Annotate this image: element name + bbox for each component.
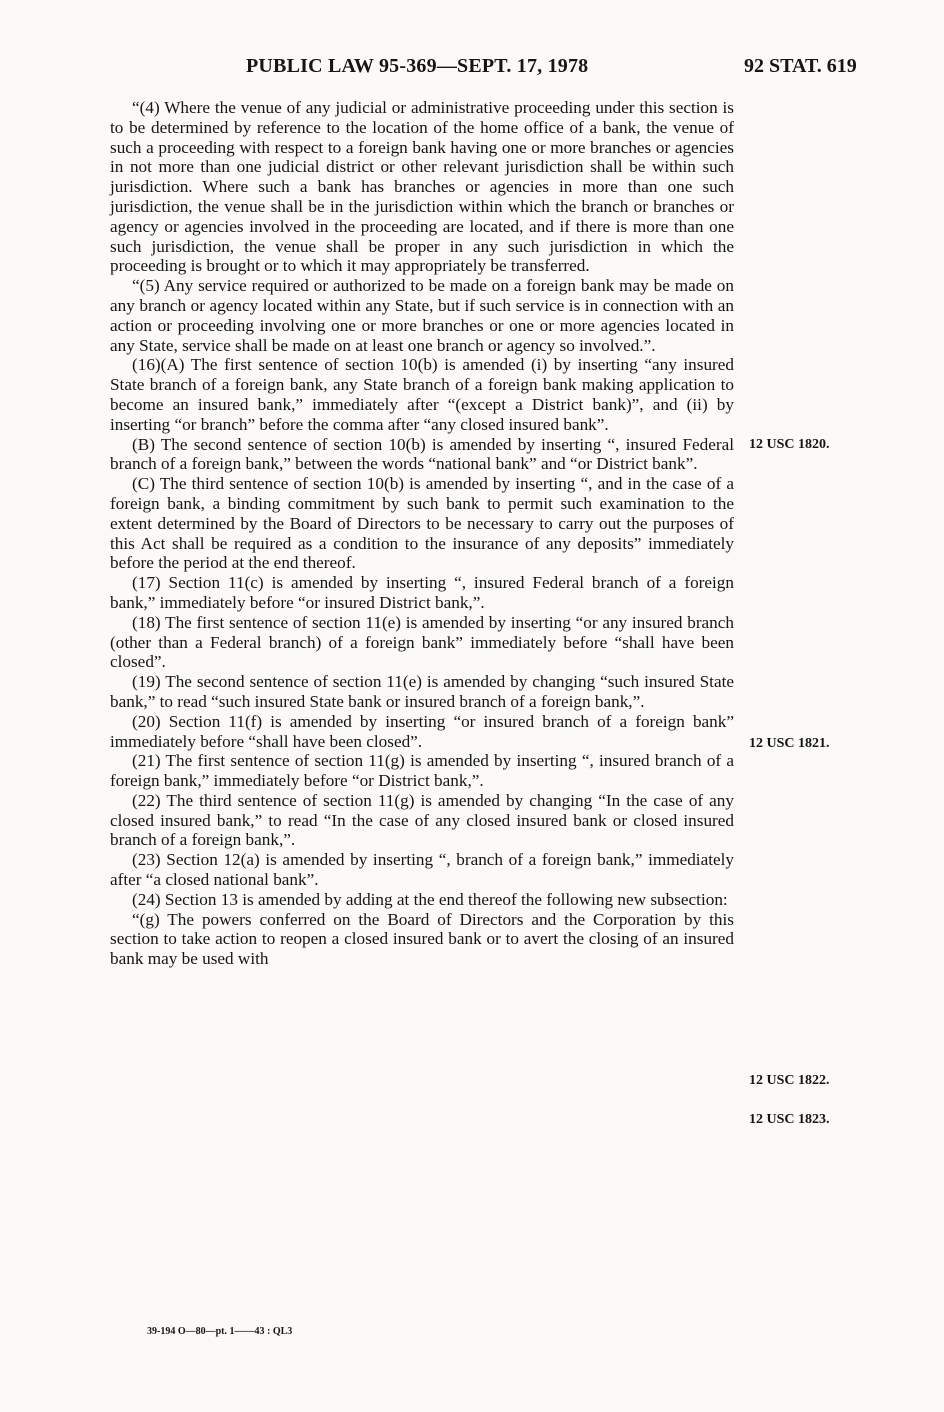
paragraph: (23) Section 12(a) is amended by inserting “, branch of a foreign bank,” immediately after “a closed national bank”. [110,850,734,890]
margin-citation: 12 USC 1821. [749,736,830,751]
paragraph: (18) The first sentence of section 11(e) is amended by inserting “or any insured branch (other than a Federal branch) of a foreign bank” immediately before “shall have been closed”. [110,612,734,672]
paragraph: (B) The second sentence of section 10(b) is amended by inserting “, insured Federal branch of a foreign bank,” between the words “national bank” and “or District bank”. [110,434,734,474]
page-header-stat: 92 STAT. 619 [744,55,857,77]
body-text [110,98,734,969]
paragraph: (20) Section 11(f) is amended by inserting “or insured branch of a foreign bank” immediately before “shall have been closed”. [110,711,734,751]
paragraph: (24) Section 13 is amended by adding at the end thereof the following new subsection: [132,889,728,909]
paragraph: “(4) Where the venue of any judicial or administrative proceeding under this section is to be determined by reference to the location of the home office of a bank, the venue of such a proceeding with respect to a foreign bank having one or more branches or agencies in not more than one judicial district or other relevant jurisdiction shall be within such jurisdiction. Where such a bank has branches or agencies in more than one such jurisdiction, the venue shall be in the jurisdiction within which the branch or branches or agency or agencies involved in the proceeding are located, and if there is more than one such jurisdiction, the venue shall be proper in any such jurisdiction in which the proceeding is brought or to which it may appropriately be transferred. [110,98,734,276]
margin-citation: 12 USC 1823. [749,1112,830,1127]
paragraph: (19) The second sentence of section 11(e) is amended by changing “such insured State bank,” to read “such insured State bank or insured branch of a foreign bank,”. [110,672,734,711]
paragraph: (22) The third sentence of section 11(g) is amended by changing “In the case of any closed insured bank,” to read “In the case of any closed insured bank or closed insured branch of a foreign bank,”. [110,790,734,850]
paragraph: (21) The first sentence of section 11(g) is amended by inserting “, insured branch of a foreign bank,” immediately before “or District bank,”. [110,751,734,791]
paragraph: “(g) The powers conferred on the Board of Directors and the Corporation by this section to take action to reopen a closed insured bank or to avert the closing of an insured bank may be used with [110,909,734,969]
margin-citation: 12 USC 1822. [749,1073,830,1088]
page-header-title: PUBLIC LAW 95-369—SEPT. 17, 1978 [246,55,589,77]
print-job-footer: 39-194 O—80—pt. 1——43 : QL3 [147,1326,293,1337]
paragraph: “(5) Any service required or authorized to be made on a foreign bank may be made on any branch or agency located within any State, but if such service is in connection with an action or proceeding involving one or more branches or one or more agencies located in any State, service shall be made on at least one branch or agency so involved.”. [110,276,734,355]
paragraph: (16)(A) The first sentence of section 10(b) is amended (i) by inserting “any insured State branch of a foreign bank, any State branch of a foreign bank making application to become an insured bank,” immediately after “(except a District bank)”, and (ii) by inserting “or branch” before the comma after “any closed insured bank”. [110,355,734,434]
paragraph: (C) The third sentence of section 10(b) is amended by inserting “, and in the case of a foreign bank, a binding commitment by such bank to permit such examination to the extent determined by the Board of Directors to be necessary to carry out the purposes of this Act shall be required as a condition to the insurance of any deposits” immediately before the period at the end thereof. [110,474,734,573]
margin-citation: 12 USC 1820. [749,437,830,452]
paragraph: (17) Section 11(c) is amended by inserting “, insured Federal branch of a foreign bank,” immediately before “or insured District bank,”. [110,573,734,612]
